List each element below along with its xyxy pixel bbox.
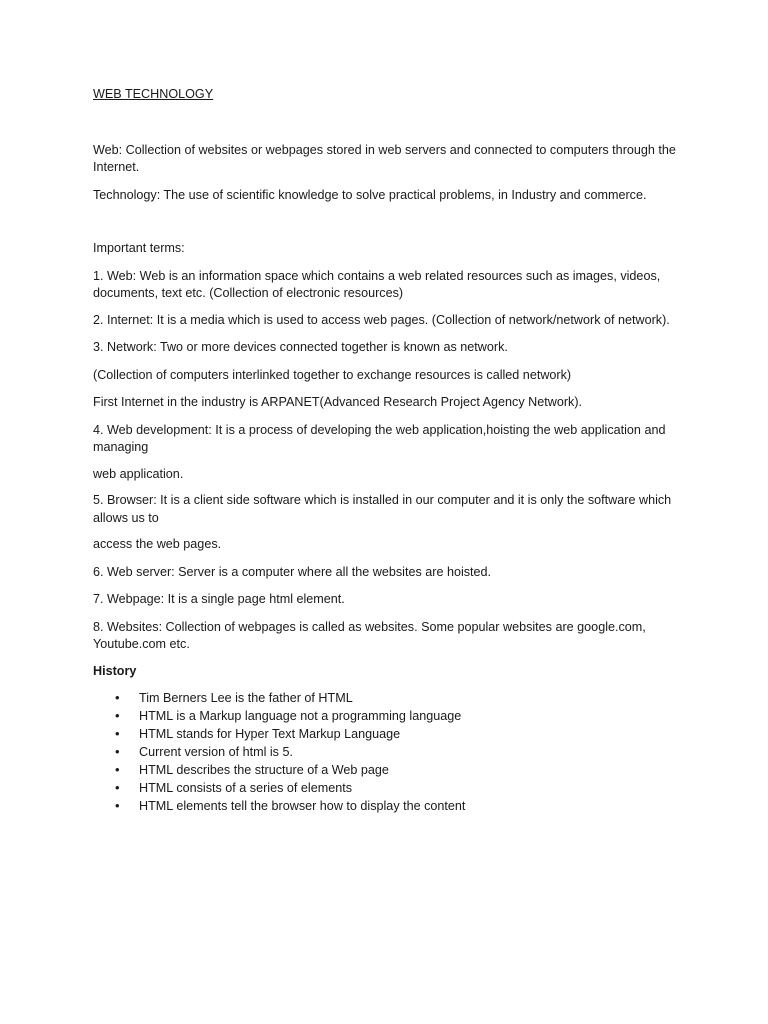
term-websites: 8. Websites: Collection of webpages is called as websites. Some popular websites are google.com, Youtube.com etc. [93,619,646,651]
web-definition: Web: Collection of websites or webpages stored in web servers and connected to computers through the Internet. [93,142,676,174]
list-item: • HTML is a Markup language not a programming language [115,708,462,723]
bullet-icon: • [115,762,120,777]
bullet-icon: • [115,708,120,723]
important-terms-heading: Important terms: [93,241,185,255]
bullet-icon: • [115,690,120,705]
history-list [93,689,683,815]
list-item: • Tim Berners Lee is the father of HTML [115,690,353,705]
term-arpanet: First Internet in the industry is ARPANET(Advanced Research Project Agency Network). [93,395,583,409]
list-item: • HTML describes the structure of a Web page [115,762,389,777]
term-network-note: (Collection of computers interlinked together to exchange resources is called network) [93,367,572,382]
term-web-development: 4. Web development: It is a process of developing the web application,hoisting the web application and managing [93,422,666,454]
list-item: • Current version of html is 5. [115,744,293,759]
document-title: WEB TECHNOLOGY [93,87,214,101]
term-webpage: 7. Webpage: It is a single page html element. [93,592,345,606]
document-page [93,86,683,815]
term-web-server: 6. Web server: Server is a computer where all the websites are hoisted. [93,564,492,579]
bullet-icon: • [115,798,120,813]
technology-definition: Technology: The use of scientific knowledge to solve practical problems, in Industry and commerce. [93,187,647,202]
term-internet: 2. Internet: It is a media which is used to access web pages. (Collection of network/network of network). [93,312,670,327]
term-network: 3. Network: Two or more devices connected together is known as network. [93,340,508,354]
list-item: • HTML elements tell the browser how to display the content [115,798,466,813]
history-heading: History [93,663,137,678]
bullet-icon: • [115,726,120,741]
bullet-icon: • [115,744,120,759]
list-item: • HTML consists of a series of elements [115,780,353,795]
term-web-development-cont: web application. [93,466,184,481]
bullet-icon: • [115,780,120,795]
list-item: • HTML stands for Hyper Text Markup Language [115,726,401,741]
term-browser-cont: access the web pages. [93,537,222,551]
term-browser: 5. Browser: It is a client side software which is installed in our computer and it is only the software which allows us to [93,493,672,525]
term-web: 1. Web: Web is an information space which contains a web related resources such as images, videos, documents, text etc. (Collection of electronic resources) [93,268,661,300]
